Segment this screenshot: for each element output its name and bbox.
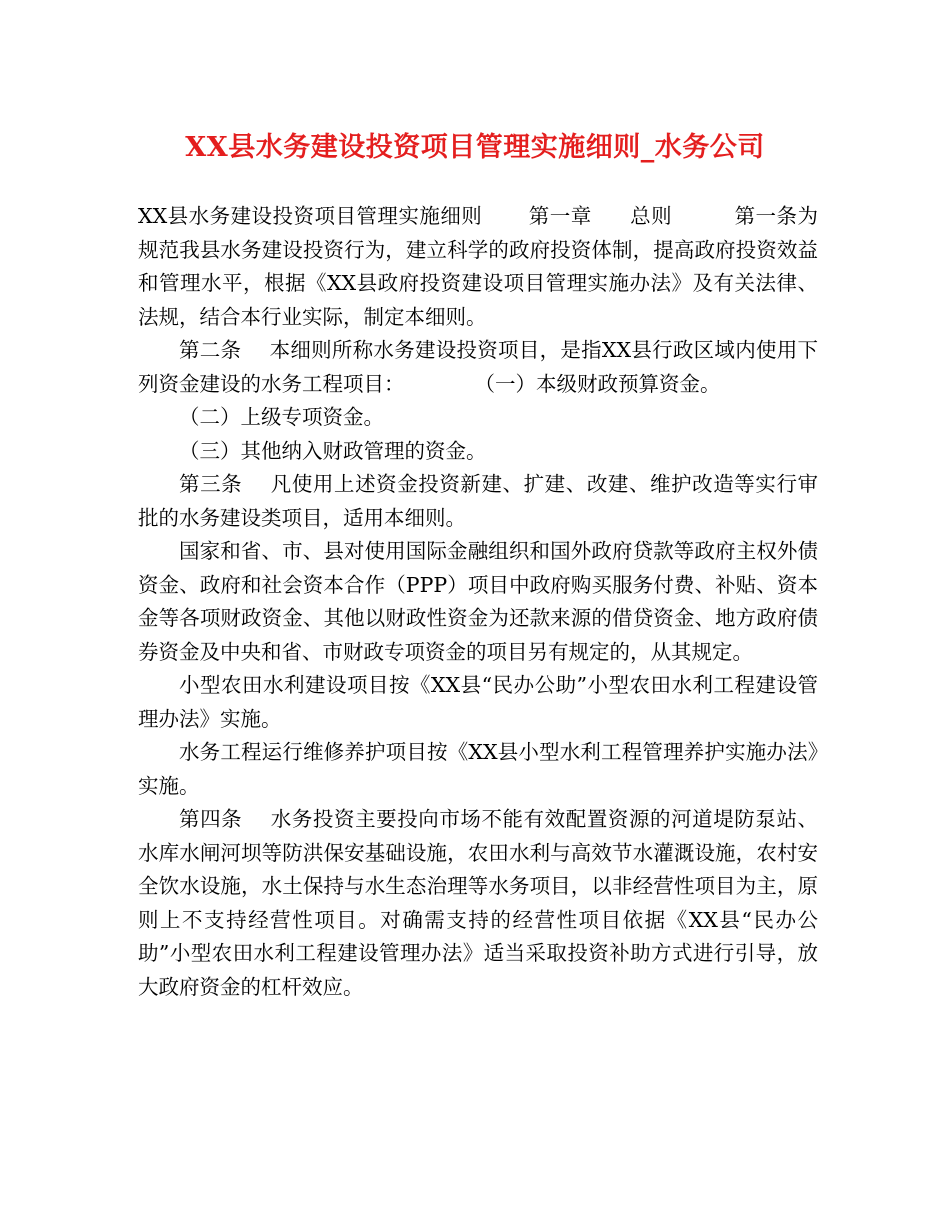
document-body [138,200,818,1004]
article-3-label: 第三条 [179,472,243,496]
article-3-text: 凡使用上述资金投资新建、扩建、改建、维护改造等实行审批的水务建设类项目，适用本细则。 [138,472,819,530]
paragraph-9 [138,803,818,1004]
paragraph-3: （二）上级专项资金。 [179,405,384,429]
paragraph-5 [138,468,818,535]
article-2-item-1: （一）本级财政预算资金。 [474,371,721,396]
document-title: XX县水务建设投资项目管理实施细则_水务公司 [185,132,765,163]
article-2-label: 第二条 [179,338,242,362]
article-1-label: 第一条 [734,204,798,228]
doc-heading-text: XX县水务建设投资项目管理实施细则 [138,204,483,228]
article-4-text: 水务投资主要投向市场不能有效配置资源的河道堤防泵站、水库水闸河坝等防洪保安基础设施，农田水利与高效节水灌溉设施，农村安全饮水设施，水土保持与水生态治理等水务项目，以非经营性项目为主，原则上不支持经营性项目。对确需支持的经营性项目依据《XX县“民办公助”小型农田水利工程建设管理办法》适当采取投资补助方式进行引导，放大政府资金的杠杆效应。 [138,807,819,999]
article-4-label: 第四条 [179,807,243,831]
paragraph-1 [138,200,818,334]
paragraph-6: 国家和省、市、县对使用国际金融组织和国外政府贷款等政府主权外债资金、政府和社会资本合作（PPP）项目中政府购买服务付费、补贴、资本金等各项财政资金、其他以财政性资金为还款来源的借贷资金、地方政府债券资金及中央和省、市财政专项资金的项目另有规定的，从其规定。 [138,539,818,664]
paragraph-4: （三）其他纳入财政管理的资金。 [179,438,487,463]
paragraph-7: 小型农田水利建设项目按《XX县“民办公助”小型农田水利工程建设管理办法》实施。 [138,673,818,731]
paragraph-8: 水务工程运行维修养护项目按《XX县小型水利工程管理养护实施办法》实施。 [138,740,818,798]
chapter-label: 第一章 [528,204,592,228]
paragraph-2 [138,334,818,401]
article-1-text: 为规范我县水务建设投资行为，建立科学的政府投资体制，提高政府投资效益和管理水平，根据《XX县政府投资建设项目管理实施办法》及有关法律、法规，结合本行业实际，制定本细则。 [138,204,819,329]
chapter-title: 总则 [629,204,673,228]
article-2-text: 本细则所称水务建设投资项目，是指XX县行政区域内使用下列资金建设的水务工程项目： [138,338,819,396]
